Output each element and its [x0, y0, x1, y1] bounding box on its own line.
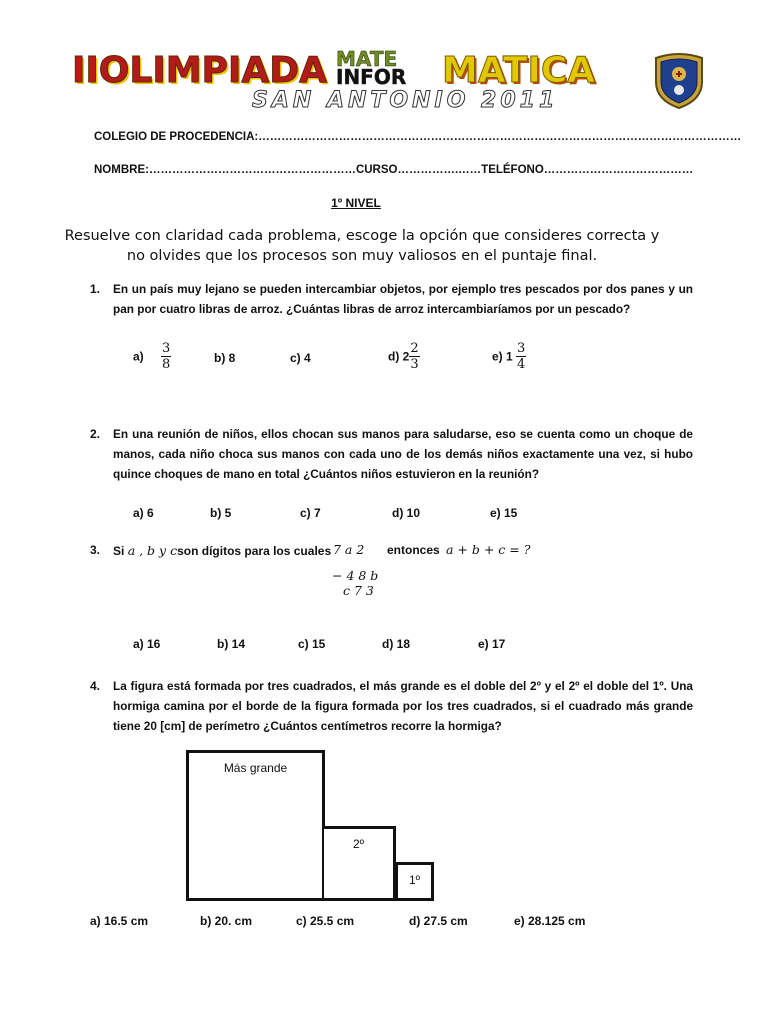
q2-option-d: d) 10 [392, 506, 421, 520]
q1-option-d-label: d) 2 [388, 349, 410, 364]
header-banner [72, 46, 632, 114]
q3-entonces: entonces [387, 543, 440, 557]
banner-subtitle: SAN ANTONIO 2011 [252, 88, 559, 113]
banner-mate-informa [336, 47, 407, 89]
q2-option-c: c) 7 [300, 506, 321, 520]
square-small [395, 862, 434, 901]
q1-option-a-label: a) [133, 349, 144, 364]
banner-mate: MATE [336, 47, 398, 71]
q3-option-e: e) 17 [478, 637, 506, 651]
banner-infor: INFOR [336, 65, 407, 89]
banner-matica: MATICA [442, 50, 596, 91]
q3-subtraction-row3: c 7 3 [343, 583, 374, 598]
q4-number: 4. [90, 679, 101, 693]
q3-vars: a , b y c [127, 543, 178, 558]
q4-option-e: e) 28.125 cm [514, 914, 586, 928]
q4-option-b: b) 20. cm [200, 914, 253, 928]
q3-option-b: b) 14 [217, 637, 246, 651]
q1-option-a-fraction [161, 341, 171, 372]
square-medium [324, 826, 396, 901]
q1-option-b: b) 8 [214, 351, 236, 365]
square-medium-label: 2º [352, 837, 365, 851]
fraction-numerator: 3 [517, 341, 526, 356]
q1-text: En un país muy lejano se pueden intercambiar objetos, por ejemplo tres pescados por dos panes y un pan por cuatro libras de arroz. ¿Cuántas libras de arroz intercambiaríamos por un pescado? [113, 282, 693, 316]
q2-text: En una reunión de niños, ellos chocan sus manos para saludarse, eso se cuenta como un choque de manos, cada niño choca sus manos con cada uno de los demás niños exactamente una vez, si hubo quince choques de mano en total ¿Cuántos niños estuvieron en la reunión? [113, 427, 693, 481]
square-large [186, 750, 325, 901]
banner-title [72, 50, 327, 91]
q1-option-d-fraction [409, 341, 419, 372]
fraction-denominator: 3 [410, 357, 419, 372]
nombre-curso-telefono-field: NOMBRE:………………………………………………CURSO…………….……TELÉFONO………………………………… [94, 164, 694, 176]
colegio-field: COLEGIO DE PROCEDENCIA:……………………………………………………………………………………………………………… [94, 131, 742, 143]
q3-option-c: c) 15 [298, 637, 326, 651]
q1-option-d [388, 341, 420, 372]
q1-option-c: c) 4 [290, 351, 311, 365]
fraction-denominator: 8 [162, 357, 171, 372]
q3-option-d: d) 18 [382, 637, 411, 651]
square-large-label: Más grande [223, 761, 288, 775]
q3-number: 3. [90, 543, 101, 557]
level-heading: 1º NIVEL [331, 196, 381, 210]
q3-option-a: a) 16 [133, 637, 161, 651]
q3-expression: a + b + c = ? [446, 542, 531, 557]
q3-subtraction-row2: − 4 8 b [332, 568, 379, 583]
q3-subtraction-row1: 7 a 2 [333, 542, 365, 557]
square-small-label: 1º [408, 873, 421, 887]
q4-option-a: a) 16.5 cm [90, 914, 149, 928]
q2-number: 2. [90, 427, 101, 441]
fraction-denominator: 4 [517, 357, 526, 372]
q1-option-e-fraction [516, 341, 526, 372]
q3-text [113, 543, 331, 558]
q4-option-d: d) 27.5 cm [409, 914, 468, 928]
banner-roman: II [72, 50, 99, 91]
q3-rest: son dígitos para los cuales [177, 544, 332, 558]
q4-option-c: c) 25.5 cm [296, 914, 355, 928]
q1-option-e-label: e) 1 [492, 349, 513, 364]
fraction-numerator: 3 [162, 341, 171, 356]
q1-option-e [492, 341, 526, 372]
q2-option-b: b) 5 [210, 506, 232, 520]
q2-option-e: e) 15 [490, 506, 518, 520]
banner-olimpiada: OLIMPIADA [98, 50, 327, 91]
q4-text: La figura está formada por tres cuadrados, el más grande es el doble del 2º y el 2º el doble del 1º. Una hormiga camina por el borde de la figura formada por los tres cuadrados, si el cuadrado más grande tiene 20 [cm] de perímetro ¿Cuántos centímetros recorre la hormiga? [113, 679, 693, 733]
q2-option-a: a) 6 [133, 506, 154, 520]
q1-option-a [133, 341, 171, 372]
instructions: Resuelve con claridad cada problema, escoge la opción que consideres correcta y no olvides que los procesos son muy valiosos en el puntaje final. [64, 228, 660, 264]
q3-si: Si [113, 544, 125, 558]
school-shield-logo [652, 52, 706, 110]
fraction-numerator: 2 [410, 341, 419, 356]
q1-number: 1. [90, 282, 101, 296]
